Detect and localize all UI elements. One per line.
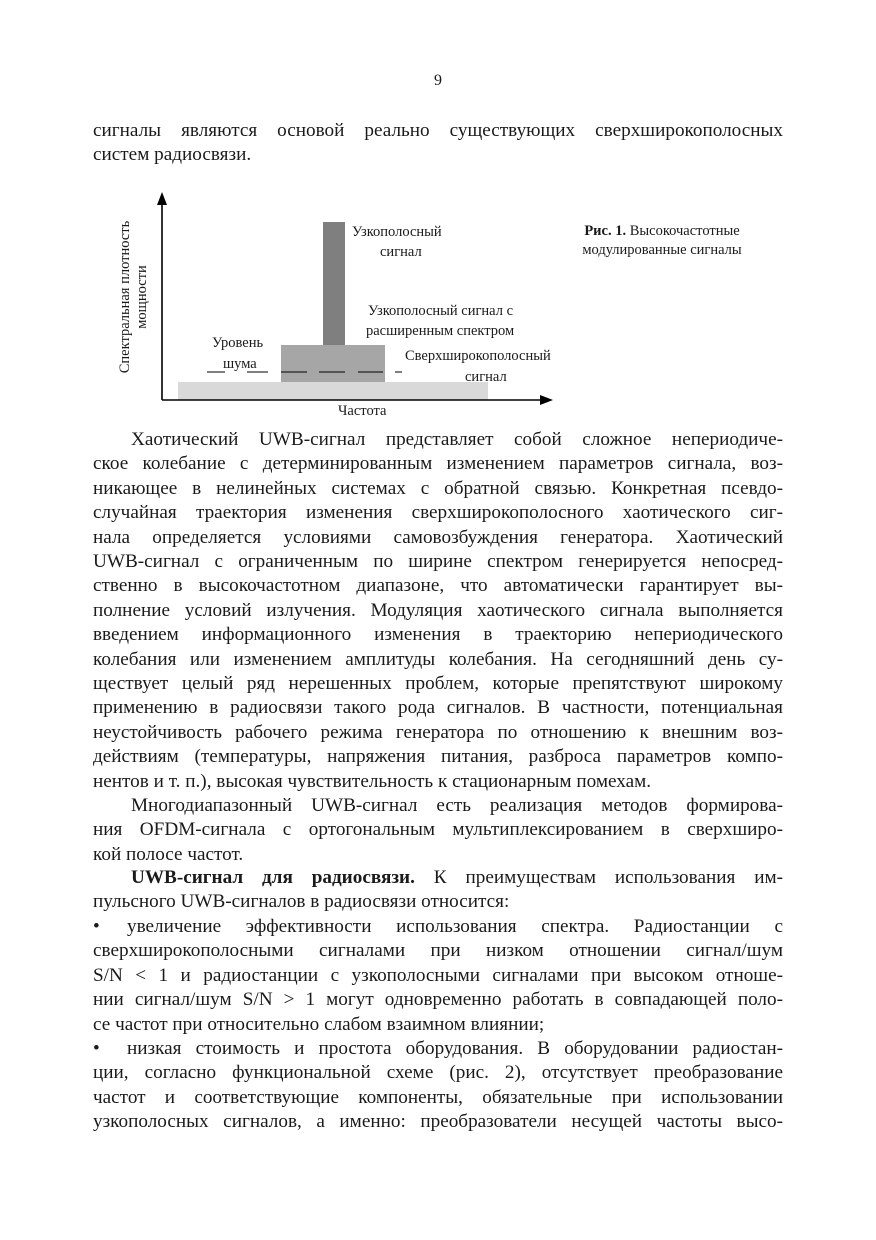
spread-label-line1: Узкополосный сигнал с — [368, 303, 514, 319]
spread-spectrum-bar — [281, 345, 385, 382]
text-line: ское колебание с детерминированным изменением параметров сигнала, воз- — [93, 453, 783, 475]
narrowband-label-line1: Узкополосный — [352, 224, 442, 240]
bullet-icon: • — [93, 1038, 100, 1059]
text-line: Хаотический UWB-сигнал представляет собой сложное непериодиче- — [131, 429, 783, 450]
text-line: нии сигнал/шум S/N > 1 могут одновременно работать в совпадающей поло- — [93, 989, 783, 1011]
multiband-paragraph — [93, 794, 783, 867]
figure-1 — [100, 180, 780, 430]
intro-paragraph — [93, 119, 783, 168]
uwb-label-line1: Сверхширокополосный — [405, 348, 551, 364]
text-line: • низкая стоимость и простота оборудования. В оборудовании радиостан- — [93, 1037, 783, 1061]
text-line: колебания или изменением амплитуды колебания. На сегодняшний день су- — [93, 648, 783, 670]
text-line: • увеличение эффективности использования спектра. Радиостанции с — [93, 915, 783, 939]
spread-label-line2: расширенным спектром — [366, 323, 515, 339]
narrowband-bar — [323, 222, 345, 345]
text-line: частот и соответствующие компоненты, обязательные при использовании — [93, 1086, 783, 1108]
text-line: никающее в нелинейных системах с обратной связью. Конкретная псевдо- — [93, 477, 783, 499]
text-line: полнение условий излучения. Модуляция хаотического сигнала выполняется — [93, 599, 783, 621]
text-line: систем радиосвязи. — [93, 144, 252, 166]
uwb-signal-bar — [178, 382, 488, 400]
text-line: ществует целый ряд нерешенных проблем, которые препятствуют широкому — [93, 673, 783, 695]
x-axis-arrow-icon — [540, 395, 553, 405]
chaotic-uwb-paragraph — [93, 428, 783, 794]
page-number: 9 — [434, 72, 442, 89]
text-line: Многодиапазонный UWB-сигнал есть реализация методов формирова- — [131, 795, 783, 816]
text-line: се частот при относительно слабом взаимном влиянии; — [93, 1013, 545, 1035]
text-line: нентов и т. п.), высокая чувствительность к стационарным помехам. — [93, 770, 652, 792]
text-line: применению в радиосвязи такого рода сигналов. В частности, потенциальная — [93, 697, 783, 719]
x-axis-label: Частота — [338, 403, 387, 419]
caption-label: Рис. 1. — [584, 223, 627, 239]
text-line: неустойчивость рабочего режима генератора по отношению к внешним воз- — [93, 721, 783, 743]
y-axis-label: Спектральная плотность мощности — [117, 220, 150, 374]
bullet-item — [93, 915, 783, 1037]
text-line: случайная траектория изменения сверхширокополосного хаотического сиг- — [93, 502, 783, 524]
text-line: пульсного UWB-сигналов в радиосвязи относится: — [93, 891, 510, 913]
narrowband-label-line2: сигнал — [380, 244, 422, 260]
text-line: сигналы являются основой реально существующих сверхширокополосных — [93, 120, 783, 141]
figure-caption: Рис. 1. Высокочастотные модулированные сигналы — [582, 223, 742, 258]
y-axis-arrow-icon — [157, 192, 167, 205]
text-line: кой полосе частот. — [93, 843, 244, 865]
section-heading: UWB-сигнал для радиосвязи. — [131, 867, 415, 888]
text-line: сверхширокополосными сигналами при низком отношении сигнал/шум — [93, 940, 783, 962]
text-line: действиям (температуры, напряжения питания, разброса параметров компо- — [93, 746, 783, 768]
text-line: UWB-сигнал с ограниченным по ширине спектром генерируется непосред- — [93, 551, 783, 573]
text-line: ния OFDM-сигнала с ортогональным мультиплексированием в сверхширо- — [93, 819, 783, 841]
text-line: нала определяется условиями самовозбуждения генератора. Хаотический — [93, 526, 783, 548]
noise-label-line1: Уровень — [212, 335, 264, 351]
text-line: узкополосных сигналов, а именно: преобразователи несущей частоты высо- — [93, 1111, 783, 1133]
uwb-label-line2: сигнал — [465, 369, 507, 385]
text-line: S/N < 1 и радиостанции с узкополосными сигналами при высоком отноше- — [93, 964, 783, 986]
bullet-item — [93, 1037, 783, 1135]
text-line: ции, согласно функциональной схеме (рис. 2), отсутствует преобразование — [93, 1062, 783, 1084]
text-line: введением информационного изменения в траекторию непериодического — [93, 624, 783, 646]
uwb-radio-paragraph — [93, 866, 783, 915]
text-line: ственно в высокочастотном диапазоне, что автоматически гарантирует вы- — [93, 575, 783, 597]
noise-label-line2: шума — [223, 356, 257, 372]
text-line: UWB-сигнал для радиосвязи. К преимуществам использования им- — [131, 867, 783, 888]
bullet-icon: • — [93, 916, 100, 937]
